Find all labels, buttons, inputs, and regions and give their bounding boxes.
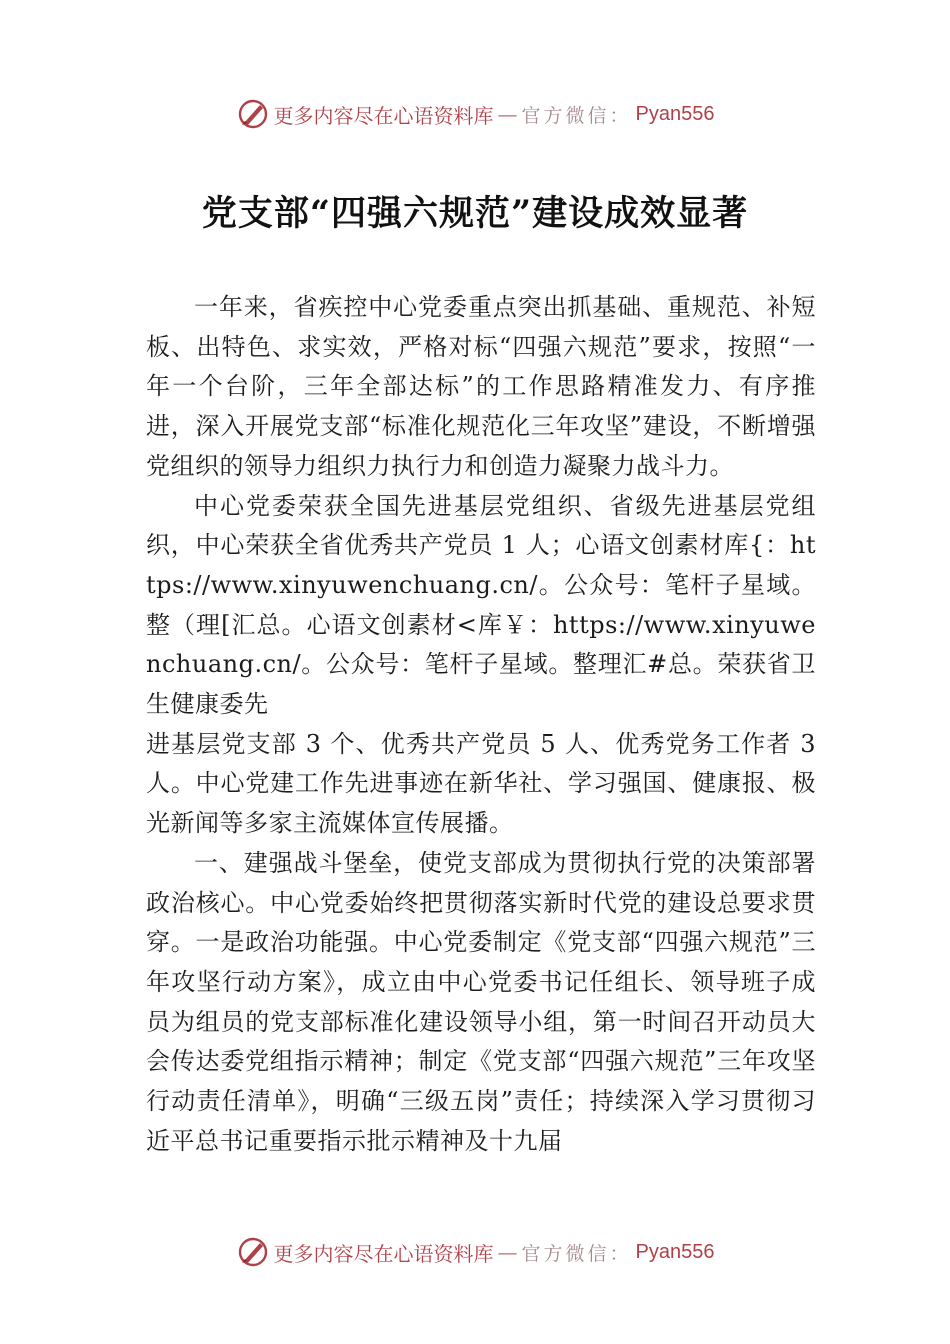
footer-wechat-label: 官方微信： xyxy=(521,1242,632,1265)
document-title: 党支部“四强六规范”建设成效显著 xyxy=(201,193,749,234)
footer-banner xyxy=(0,1232,950,1272)
paragraph-4: 一、建强战斗堡垒，使党支部成为贯彻执行党的决策部署政治核心。中心党委始终把贯彻落实新时代党的建设总要求贯穿。一是政治功能强。中心党委制定《党支部“四强六规范”三年攻坚行动方案》，成立由中心党委书记任组长、领导班子成员为组员的党支部标准化建设领导小组，第一时间召开动员大会传达委党组指示精神；制定《党支部“四强六规范”三年攻坚行动责任清单》，明确“三级五岗”责任；持续深入学习贯彻习近平总书记重要指示批示精神及十九届 xyxy=(146,848,816,1155)
footer-wechat-id: Pyan556 xyxy=(635,1240,715,1263)
header-wechat-label: 官方微信： xyxy=(521,104,632,127)
header-banner xyxy=(0,94,950,134)
paragraph-1: 一年来，省疾控中心党委重点突出抓基础、重规范、补短板、出特色、求实效，严格对标“四强六规范”要求，按照“一年一个台阶，三年全部达标”的工作思路精准发力、有序推进，深入开展党支部“标准化规范化三年攻坚”建设，不断增强党组织的领导力组织力执行力和创造力凝聚力战斗力。 xyxy=(146,293,816,480)
header-dash: — xyxy=(497,102,518,126)
paragraph-3: 进基层党支部 3 个、优秀共产党员 5 人、优秀党务工作者 3 人。中心党建工作先进事迹在新华社、学习强国、健康报、极光新闻等多家主流媒体宣传展播。 xyxy=(146,729,816,838)
footer-brand-text: 更多内容尽在心语资料库 xyxy=(273,1241,494,1266)
pen-seal-logo-icon xyxy=(236,97,270,131)
footer-dash: — xyxy=(497,1240,518,1264)
header-brand-text: 更多内容尽在心语资料库 xyxy=(273,103,494,128)
footer-pen-seal-logo-icon xyxy=(236,1235,270,1269)
paragraph-2: 中心党委荣获全国先进基层党组织、省级先进基层党组织，中心荣获全省优秀共产党员 1 人；心语文创素材库{：https://www.xinyuwenchuang.cn/。公众号：笔杆子星域。整（理[汇总。心语文创素材<库￥：https://www.xinyuwenchuang.cn/。公众号：笔杆子星域。整理汇#总。荣获省卫生健康委先 xyxy=(146,491,816,719)
document-body xyxy=(146,288,816,1161)
header-wechat-id: Pyan556 xyxy=(635,102,715,125)
